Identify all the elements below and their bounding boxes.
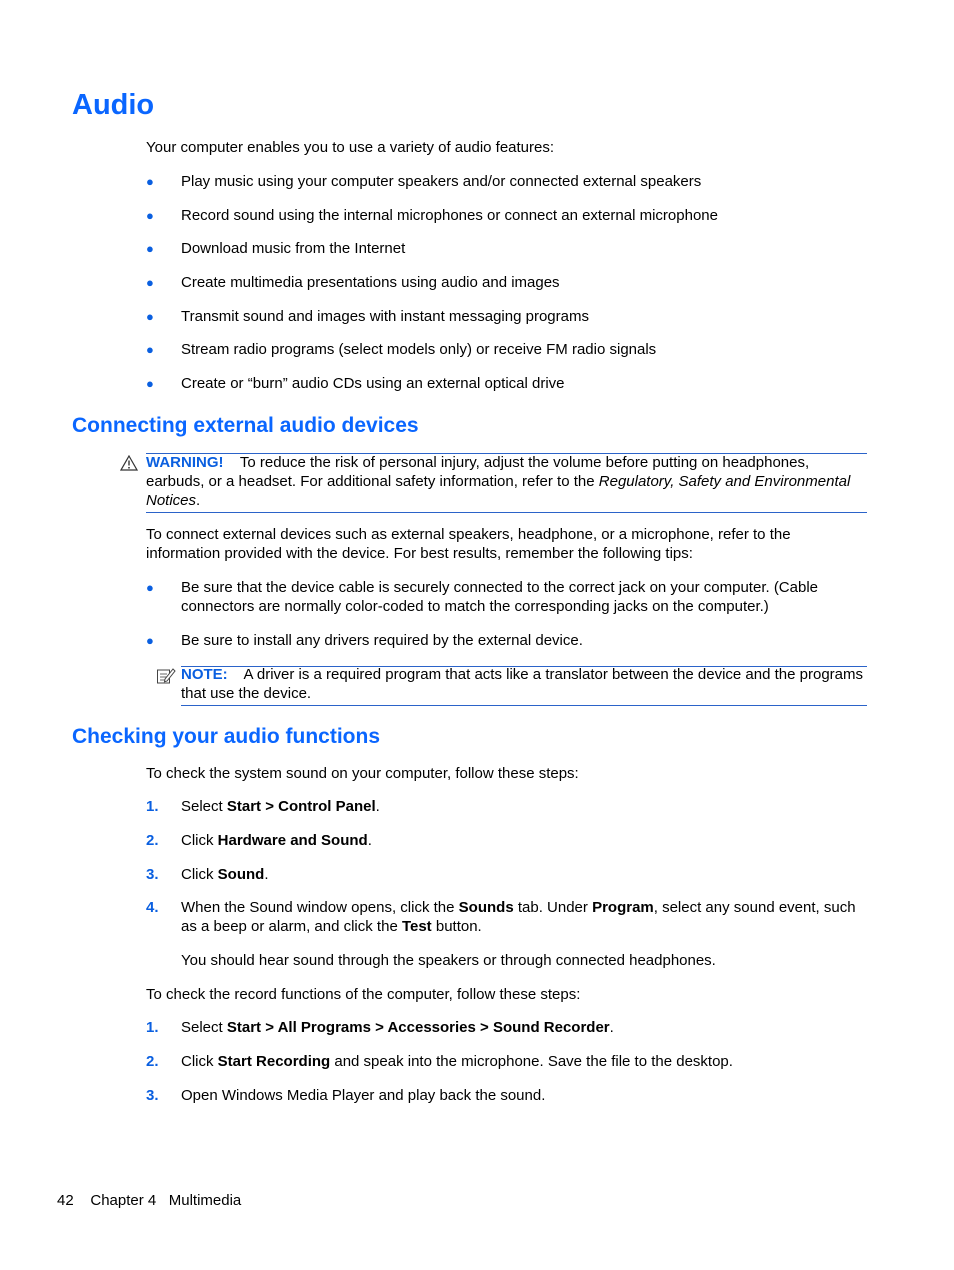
- warning-triangle-icon: [120, 455, 138, 471]
- bullet-icon: ●: [146, 309, 154, 324]
- bullet-icon: ●: [146, 633, 154, 648]
- result-text: You should hear sound through the speakers or through connected headphones.: [181, 952, 716, 969]
- bullet-icon: ●: [146, 376, 154, 391]
- chapter-label: Chapter 4: [90, 1192, 157, 1209]
- bullet-icon: ●: [146, 208, 154, 223]
- bullet-icon: ●: [146, 241, 154, 256]
- bullet-icon: ●: [146, 580, 154, 595]
- note-pencil-icon: [156, 667, 176, 685]
- bullet-icon: ●: [146, 275, 154, 290]
- note-bottom-rule: [181, 705, 867, 706]
- page-footer: [57, 1192, 241, 1209]
- note-label: NOTE:: [181, 666, 228, 683]
- bullet-icon: ●: [146, 174, 154, 189]
- connect-paragraph: To connect external devices such as external speakers, headphone, or a microphone, refer to the information provided with the device. For best results, remember the following tips:: [146, 526, 791, 562]
- page-title: Audio: [72, 89, 155, 121]
- check-intro: To check the system sound on your computer, follow these steps:: [146, 765, 579, 782]
- section-heading-checking: Checking your audio functions: [72, 725, 381, 748]
- page-number: 42: [57, 1192, 74, 1209]
- warning-label: WARNING!: [146, 454, 224, 471]
- bullet-icon: ●: [146, 342, 154, 357]
- chapter-title: Multimedia: [168, 1192, 242, 1209]
- note-text: NOTE: A driver is a required program that acts like a translator between the device and the programs that use the device.: [181, 666, 864, 702]
- section-heading-connecting: Connecting external audio devices: [72, 414, 419, 437]
- record-intro: To check the record functions of the computer, follow these steps:: [146, 986, 581, 1003]
- warning-bottom-rule: [146, 512, 867, 513]
- intro-text: Your computer enables you to use a variety of audio features:: [146, 139, 555, 156]
- warning-text: WARNING! To reduce the risk of personal injury, adjust the volume before putting on headphones, earbuds, or a headset. For additional safety information, refer to the Regulatory, Safety and Environmental Notices.: [146, 454, 851, 509]
